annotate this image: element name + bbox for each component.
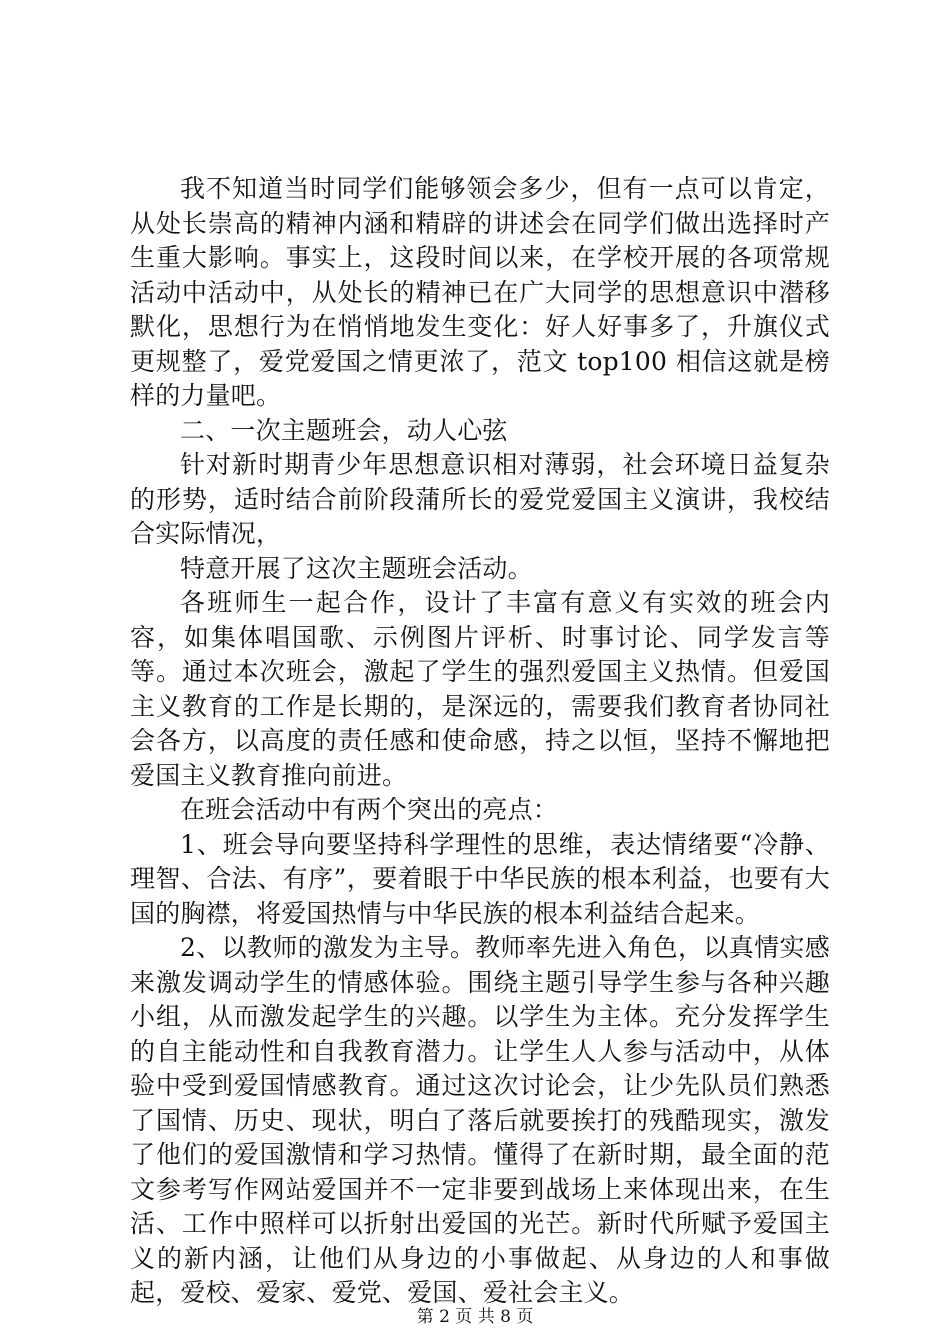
paragraph-meeting-content: 各班师生一起合作，设计了丰富有意义有实效的班会内容，如集体唱国歌、示例图片评析、时事讨论、同学发言等等。通过本次班会，激起了学生的强烈爱国主义热情。但爱国主义教育的工作是长期的，是深远的，需要我们教育者协同社会各方，以高度的责任感和使命感，持之以恒，坚持不懈地把爱国主义教育推向前进。 (130, 588, 830, 790)
paragraph-meeting-background: 针对新时期青少年思想意识相对薄弱，社会环境日益复杂的形势，适时结合前阶段蒲所长的爱党爱国主义演讲，我校结合实际情况， (130, 450, 830, 548)
paragraph-highlight-two: 2、以教师的激发为主导。教师率先进入角色，以真情实感来激发调动学生的情感体验。围绕主题引导学生参与各种兴趣小组，从而激发起学生的兴趣。以学生为主体。充分发挥学生的自主能动性和自我教育潜力。让学生人人参与活动中，从体验中受到爱国情感教育。通过这次讨论会，让少先队员们熟悉了国情、历史、现状，明白了落后就要挨打的残酷现实，激发了他们的爱国激情和学习热情。懂得了在新时期，最全面的范文参考写作网站爱国并不一定非要到战场上来体现出来，在生活、工作中照样可以折射出爱国的光芒。新时代所赋予爱国主义的新内涵，让他们从身边的小事做起、从身边的人和事做起，爱校、爱家、爱党、爱国、爱社会主义。 (130, 933, 830, 1307)
paragraph-role-model-influence: 我不知道当时同学们能够领会多少，但有一点可以肯定，从处长崇高的精神内涵和精辟的讲述会在同学们做出选择时产生重大影响。事实上，这段时间以来，在学校开展的各项常规活动中活动中，从处长的精神已在广大同学的思想意识中潜移默化，思想行为在悄悄地发生变化：好人好事多了，升旗仪式更规整了，爱党爱国之情更浓了，范文 top100 相信这就是榜样的力量吧。 (130, 174, 830, 410)
paragraph-highlight-one: 1、班会导向要坚持科学理性的思维，表达情绪要“冷静、理智、合法、有序”，要着眼于中华民族的根本利益，也要有大国的胸襟，将爱国热情与中华民族的根本利益结合起来。 (130, 829, 830, 928)
paragraph-highlights-intro: 在班会活动中有两个突出的亮点： (180, 795, 559, 824)
paragraph-meeting-launch: 特意开展了这次主题班会活动。 (180, 553, 533, 583)
document-body (130, 172, 830, 1311)
page-number-footer: 第 2 页 共 8 页 (416, 1307, 534, 1327)
section-heading-class-meeting: 二、一次主题班会，动人心弦 (180, 415, 508, 445)
